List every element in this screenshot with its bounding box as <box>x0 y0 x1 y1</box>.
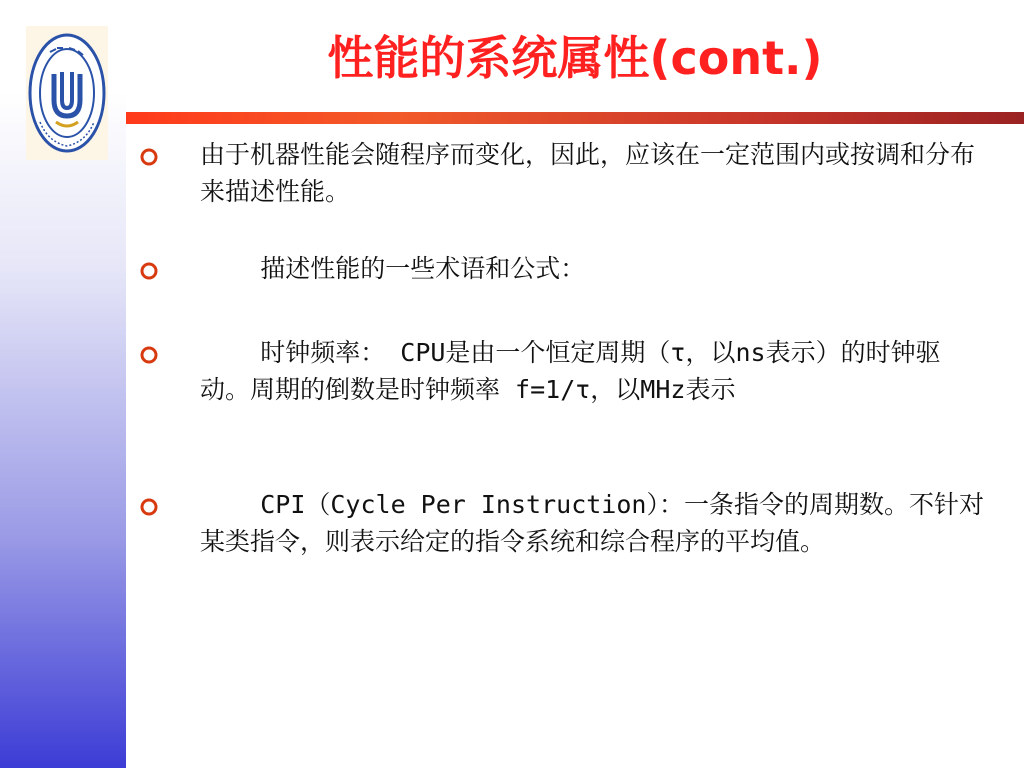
university-logo <box>26 26 108 160</box>
circle-bullet-icon <box>140 262 158 280</box>
bullet-text: 时钟频率： CPU是由一个恒定周期（τ，以ns表示）的时钟驱动。周期的倒数是时钟频率 f=1/τ，以MHz表示 <box>200 338 941 404</box>
bullet-text: 由于机器性能会随程序而变化，因此，应该在一定范围内或按调和分布来描述性能。 <box>200 140 976 206</box>
circle-bullet-icon <box>140 148 158 166</box>
bullet-text: CPI（Cycle Per Instruction）：一条指令的周期数。不针对某类指令，则表示给定的指令系统和综合程序的平均值。 <box>200 490 984 556</box>
bullet-text: 描述性能的一些术语和公式： <box>200 254 586 283</box>
university-seal-icon <box>26 26 108 160</box>
title-underline <box>126 112 1024 124</box>
circle-bullet-icon <box>140 346 158 364</box>
slide-title: 性能的系统属性(cont.) <box>327 31 823 85</box>
circle-bullet-icon <box>140 498 158 516</box>
